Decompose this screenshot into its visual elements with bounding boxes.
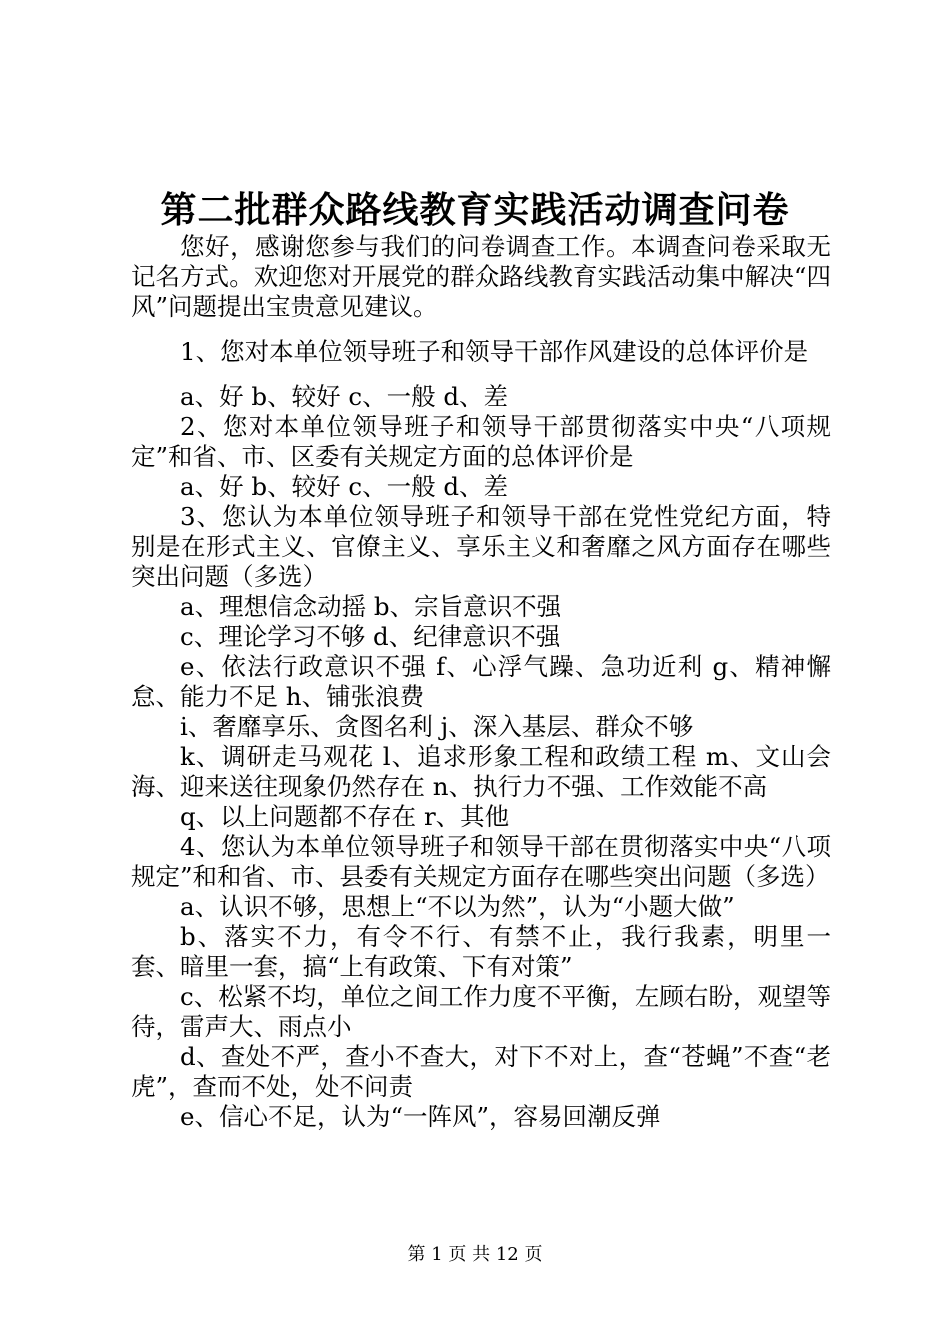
question-3-options-ij: i、奢靡享乐、贪图名利 j、深入基层、群众不够	[180, 712, 694, 741]
question-3-options-cd: c、理论学习不够 d、纪律意识不强	[180, 622, 561, 651]
question-4-option-d: d、查处不严，查小不查大，对下不对上，查“苍蝇”不查“老虎”，查而不处，处不问责	[131, 1042, 831, 1101]
document-body	[131, 232, 831, 1132]
question-3-options-efgh: e、依法行政意识不强 f、心浮气躁、急功近利 g、精神懈怠、能力不足 h、铺张浪费	[131, 652, 831, 711]
question-3: 3、您认为本单位领导班子和领导干部在党性党纪方面，特别是在形式主义、官僚主义、享乐主义和奢靡之风方面存在哪些突出问题（多选）	[131, 502, 831, 591]
page-number-footer: 第 1 页 共 12 页	[407, 1244, 543, 1265]
question-3-options-ab: a、理想信念动摇 b、宗旨意识不强	[180, 592, 562, 621]
document-title: 第二批群众路线教育实践活动调查问卷	[160, 189, 790, 231]
question-2-options: a、好 b、较好 c、一般 d、差	[180, 472, 509, 501]
question-3-options-klmn: k、调研走马观花 l、追求形象工程和政绩工程 m、文山会海、迎来送往现象仍然存在 n、执行力不强、工作效能不高	[131, 742, 831, 801]
question-4-option-e: e、信心不足，认为“一阵风”，容易回潮反弹	[180, 1102, 661, 1131]
question-4: 4、您认为本单位领导班子和领导干部在贯彻落实中央“八项规定”和和省、市、县委有关规定方面存在哪些突出问题（多选）	[131, 832, 831, 891]
question-1: 1、您对本单位领导班子和领导干部作风建设的总体评价是	[180, 337, 809, 366]
intro-paragraph: 您好，感谢您参与我们的问卷调查工作。本调查问卷采取无记名方式。欢迎您对开展党的群众路线教育实践活动集中解决“四风”问题提出宝贵意见建议。	[131, 232, 831, 321]
question-3-options-qr: q、以上问题都不存在 r、其他	[180, 802, 510, 831]
question-2: 2、您对本单位领导班子和领导干部贯彻落实中央“八项规定”和省、市、区委有关规定方面的总体评价是	[131, 412, 831, 471]
question-4-option-c: c、松紧不均，单位之间工作力度不平衡，左顾右盼，观望等待，雷声大、雨点小	[131, 982, 831, 1041]
question-1-options: a、好 b、较好 c、一般 d、差	[180, 382, 509, 411]
question-4-option-a: a、认识不够，思想上“不以为然”，认为“小题大做”	[180, 892, 735, 921]
question-4-option-b: b、落实不力，有令不行、有禁不止，我行我素，明里一套、暗里一套，搞“上有政策、下有对策”	[131, 922, 831, 981]
